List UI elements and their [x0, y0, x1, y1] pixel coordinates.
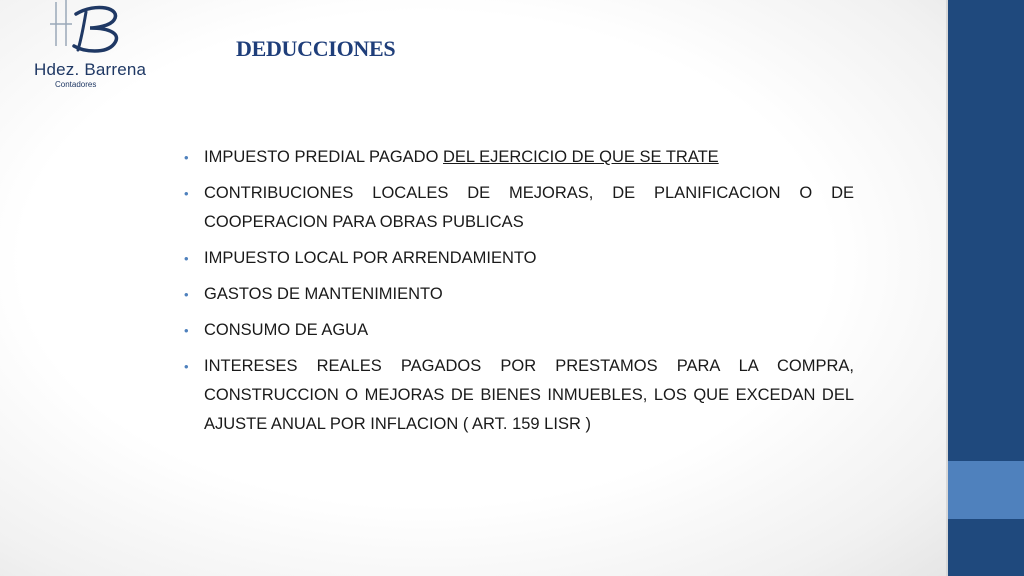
bullet-text: IMPUESTO LOCAL POR ARRENDAMIENTO: [204, 249, 537, 267]
logo-name: Hdez. Barrena: [34, 60, 147, 79]
side-accent-block: [948, 461, 1024, 519]
logo-subtitle: Contadores: [55, 80, 97, 89]
bullet-dot-icon: •: [184, 323, 189, 338]
bullet-item: [184, 143, 854, 172]
bullet-item: [184, 179, 854, 237]
bullet-dot-icon: •: [184, 287, 189, 302]
bullet-dot-icon: •: [184, 186, 189, 201]
bullet-text: IMPUESTO PREDIAL PAGADO: [204, 148, 444, 166]
bullet-list: [184, 143, 854, 446]
bullet-item: [184, 280, 854, 309]
bullet-dot-icon: •: [184, 150, 189, 165]
bullet-text: GASTOS DE MANTENIMIENTO: [204, 285, 443, 303]
bullet-item: [184, 352, 854, 439]
bullet-item: [184, 316, 854, 345]
bullet-text: INTERESES REALES PAGADOS POR PRESTAMOS PARA LA COMPRA, CONSTRUCCION O MEJORAS DE BIENES INMUEBLES, LOS QUE EXCEDAN DEL AJUSTE ANUAL POR INFLACION ( ART. 159 LISR ): [204, 357, 854, 433]
bullet-dot-icon: •: [184, 251, 189, 266]
bullet-dot-icon: •: [184, 359, 189, 374]
bullet-item: [184, 244, 854, 273]
slide-title: DEDUCCIONES: [236, 36, 396, 61]
bullet-text: CONSUMO DE AGUA: [204, 321, 369, 339]
bullet-text: CONTRIBUCIONES LOCALES DE MEJORAS, DE PLANIFICACION O DE COOPERACION PARA OBRAS PUBLICAS: [204, 184, 854, 231]
bullet-underlined-text: DEL EJERCICIO DE QUE SE TRATE: [443, 148, 719, 166]
